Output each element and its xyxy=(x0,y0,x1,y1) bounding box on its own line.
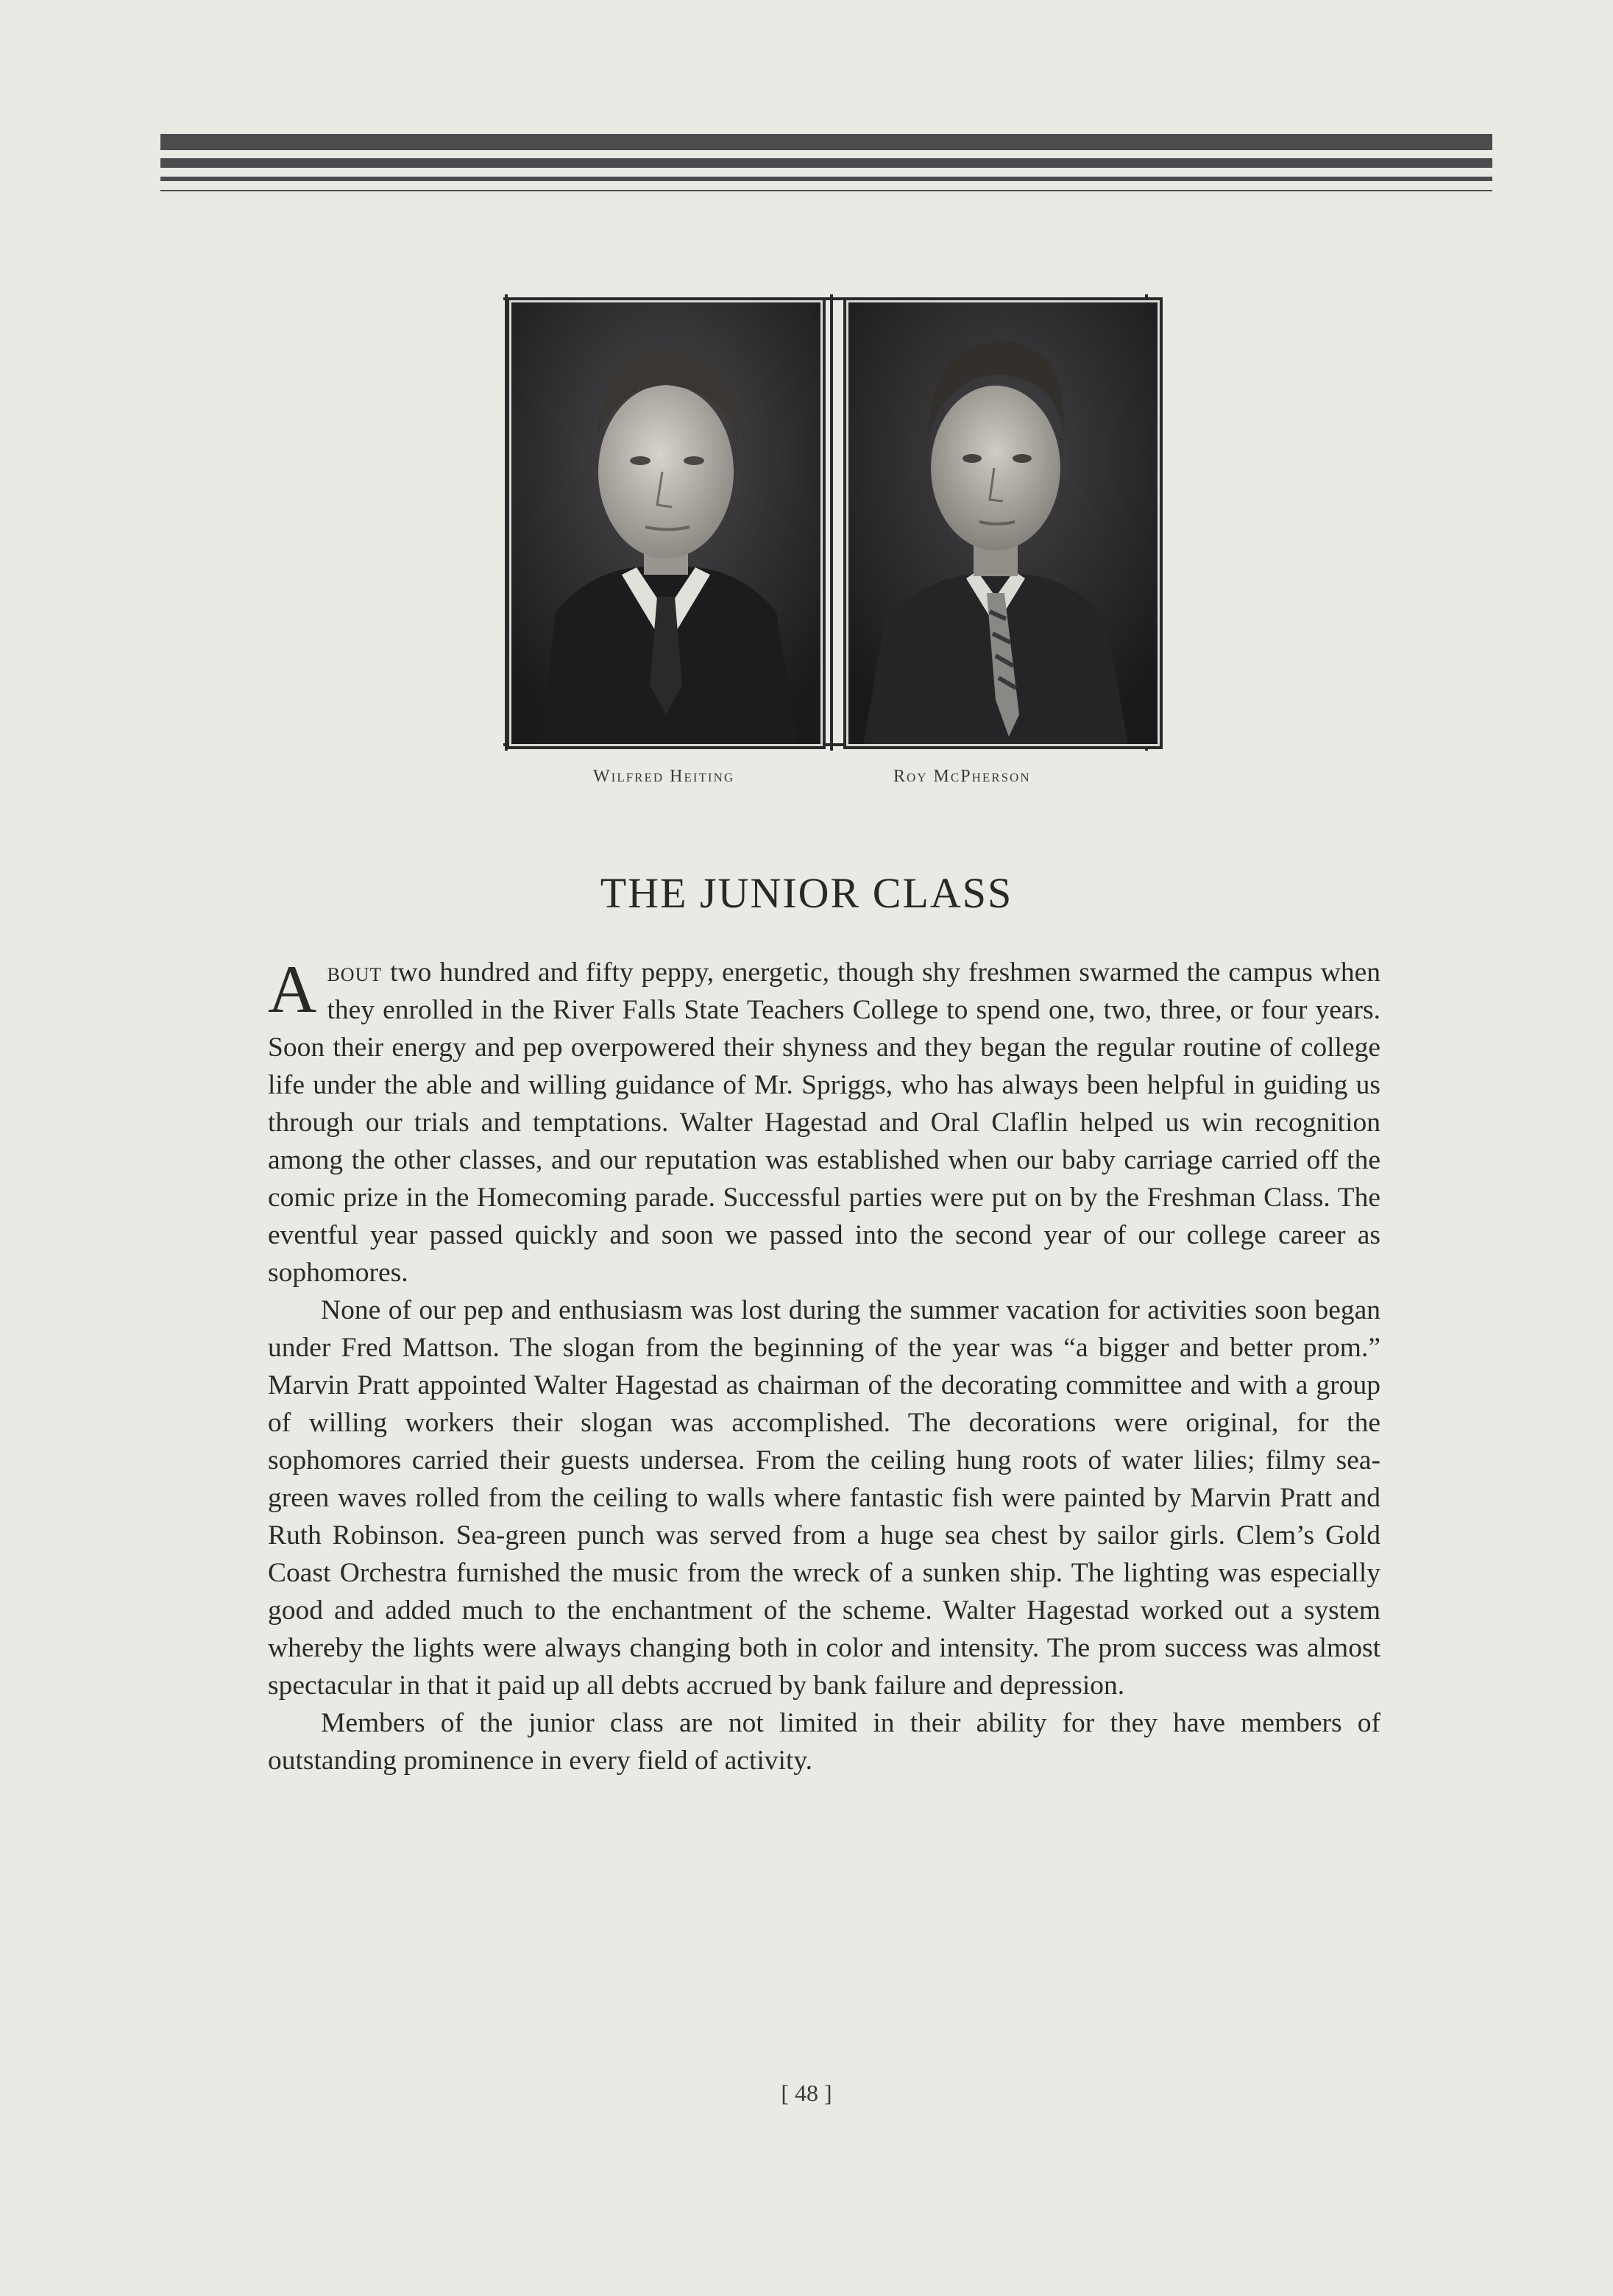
paragraph-1 xyxy=(268,954,1380,1292)
section-title: THE JUNIOR CLASS xyxy=(600,869,1013,917)
portrait-photo-left xyxy=(509,300,823,746)
caption-left: Wilfred Heiting xyxy=(593,767,735,786)
header-rule-thick xyxy=(160,134,1492,150)
header-rule-thin xyxy=(160,177,1492,181)
paragraph-1-text: two hundred and fifty peppy, energetic, though shy freshmen swarmed the campus when they enrolled in the River Falls State Teachers College to spend one, two, three, or four years. Soon their energy and pep overpowered their shyness and they began the regular routine of college life under the able and willing guidance of Mr. Spriggs, who has always been helpful in guiding us through our trials and temptations. Walter Hagestad and Oral Claflin helped us win recognition among the other classes, and our reputation was established when our baby carriage carried off the comic prize in the Homecoming parade. Successful parties were put on by the Freshman Class. The eventful year passed quickly and soon we passed into the second year of our college career as sophomores. xyxy=(268,957,1380,1288)
lead-word: bout xyxy=(327,957,383,988)
drop-cap: A xyxy=(268,952,317,1027)
header-rule-hairline xyxy=(160,190,1492,191)
paragraph-3: Members of the junior class are not limited in their ability for they have members of outstanding prominence in every field of activity. xyxy=(268,1708,1380,1776)
article-body xyxy=(268,954,1380,1779)
page-number: [ 48 ] xyxy=(781,2080,832,2106)
paragraph-2: None of our pep and enthusiasm was lost during the summer vacation for activities soon began under Fred Mattson. The slogan from the beginning of the year was “a bigger and better prom.” Marvin Pratt appointed Walter Hagestad as chairman of the decorating committee and with a group of willing workers their slogan was accomplished. The decorations were original, for the sophomores carried their guests undersea. From the ceiling hung roots of water lilies; filmy sea-green waves rolled from the ceiling to walls where fantastic fish were painted by Marvin Pratt and Ruth Robinson. Sea-green punch was served from a huge sea chest by sailor girls. Clem’s Gold Coast Orchestra furnished the music from the wreck of a sunken ship. The lighting was especially good and added much to the enchantment of the scheme. Walter Hagestad worked out a system whereby the lights were always changing both in color and intensity. The prom success was almost spectacular in that it paid up all debts accrued by bank failure and depression. xyxy=(268,1295,1380,1701)
caption-right: Roy McPherson xyxy=(893,767,1031,786)
header-rule-medium xyxy=(160,158,1492,168)
photo-frame-center-line xyxy=(830,294,833,751)
portrait-photo-right xyxy=(846,300,1160,746)
photo-frame-left-line xyxy=(505,294,508,751)
